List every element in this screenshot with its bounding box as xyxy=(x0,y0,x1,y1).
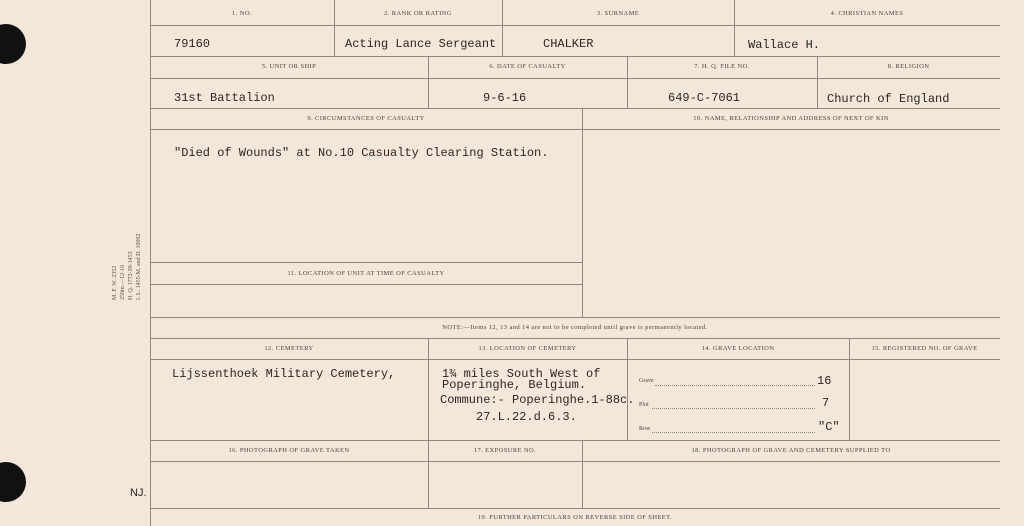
header-further-particulars: 19. FURTHER PARTICULARS ON REVERSE SIDE OF SHEET. xyxy=(477,514,673,521)
divider xyxy=(334,0,335,56)
row-label: Row xyxy=(639,426,651,432)
plot-value: 7 xyxy=(822,396,830,410)
row-value: "C" xyxy=(818,420,840,434)
rule xyxy=(150,440,1000,441)
rule xyxy=(150,56,1000,57)
divider xyxy=(502,0,503,56)
rule xyxy=(150,78,1000,79)
rule xyxy=(150,284,582,285)
header-christian-names: 4. CHRISTIAN NAMES xyxy=(830,10,904,17)
side-print-3: H. Q. 1772-39-1453 xyxy=(128,251,134,300)
location-line-4: 27.L.22.d.6.3. xyxy=(476,410,577,424)
rule xyxy=(150,108,1000,109)
header-rank: 2. RANK OR RATING xyxy=(384,10,452,17)
divider xyxy=(627,338,628,440)
header-grave-location: 14. GRAVE LOCATION xyxy=(701,345,775,352)
header-next-of-kin: 10. NAME, RELATIONSHIP AND ADDRESS OF NEXT OF KIN xyxy=(693,115,889,122)
religion-value: Church of England xyxy=(827,92,950,106)
divider xyxy=(734,0,735,56)
header-cemetery: 12. CEMETERY xyxy=(264,345,314,352)
header-hq-file: 7. H. Q. FILE NO. xyxy=(694,63,750,70)
grave-value: 16 xyxy=(817,374,832,388)
rule xyxy=(150,317,1000,318)
surname-value: CHALKER xyxy=(543,37,594,51)
divider xyxy=(582,108,583,317)
side-print-4: I. L. 1455-M. and D. 10002 xyxy=(136,233,142,300)
header-registered-no: 15. REGISTERED NO. OF GRAVE xyxy=(871,345,978,352)
dotted-line xyxy=(655,385,815,386)
rule xyxy=(150,461,1000,462)
header-photo-supplied: 18. PHOTOGRAPH OF GRAVE AND CEMETERY SUPPLIED TO xyxy=(691,447,891,454)
christian-names-value: Wallace H. xyxy=(748,38,821,52)
header-number: 1. NO. xyxy=(232,10,252,17)
rule xyxy=(150,262,582,263)
header-photo-taken: 16. PHOTOGRAPH OF GRAVE TAKEN xyxy=(228,447,350,454)
circumstances-value: "Died of Wounds" at No.10 Casualty Clearing Station. xyxy=(174,146,549,160)
divider xyxy=(849,338,850,440)
rule xyxy=(150,25,1000,26)
header-circumstances: 9. CIRCUMSTANCES OF CASUALTY xyxy=(307,115,425,122)
side-print-1: M. F. W. 2352 xyxy=(112,265,118,300)
punch-hole xyxy=(0,462,26,502)
unit-value: 31st Battalion xyxy=(174,91,275,105)
rule xyxy=(150,129,1000,130)
location-line-2: Poperinghe, Belgium. xyxy=(442,378,587,392)
location-line-3: Commune:- Poperinghe.1-88c. xyxy=(440,393,635,407)
hq-file-value: 649-C-7061 xyxy=(668,91,741,105)
header-exposure: 17. EXPOSURE NO. xyxy=(473,447,537,454)
header-religion: 8. RELIGION xyxy=(887,63,930,70)
rule xyxy=(150,359,1000,360)
rule xyxy=(150,338,1000,339)
header-date: 6. DATE OF CASUALTY xyxy=(489,63,566,70)
note-text: NOTE:—Items 12, 13 and 14 are not to be completed until grave is permanently located. xyxy=(442,324,708,331)
dotted-line xyxy=(652,432,815,433)
header-unit: 5. UNIT OR SHIP xyxy=(261,63,317,70)
header-surname: 3. SURNAME xyxy=(596,10,640,17)
divider xyxy=(428,338,429,440)
margin-mark: NJ. xyxy=(130,487,147,499)
header-unit-location: 11. LOCATION OF UNIT AT TIME OF CASUALTY xyxy=(287,270,445,277)
header-location-cemetery: 13. LOCATION OF CEMETERY xyxy=(478,345,577,352)
dotted-line xyxy=(652,408,815,409)
plot-label: Plot xyxy=(639,402,649,408)
service-number: 79160 xyxy=(174,37,211,51)
punch-hole xyxy=(0,24,26,64)
date-value: 9-6-16 xyxy=(483,91,527,105)
side-print-2: 250m.—12-16 xyxy=(120,264,126,300)
rule xyxy=(150,508,1000,509)
rank-value: Acting Lance Sergeant xyxy=(345,37,497,51)
grave-label: Grave xyxy=(639,378,654,384)
cemetery-value: Lijssenthoek Military Cemetery, xyxy=(172,367,396,381)
location-line-1: 1¾ miles South West of xyxy=(442,367,601,381)
